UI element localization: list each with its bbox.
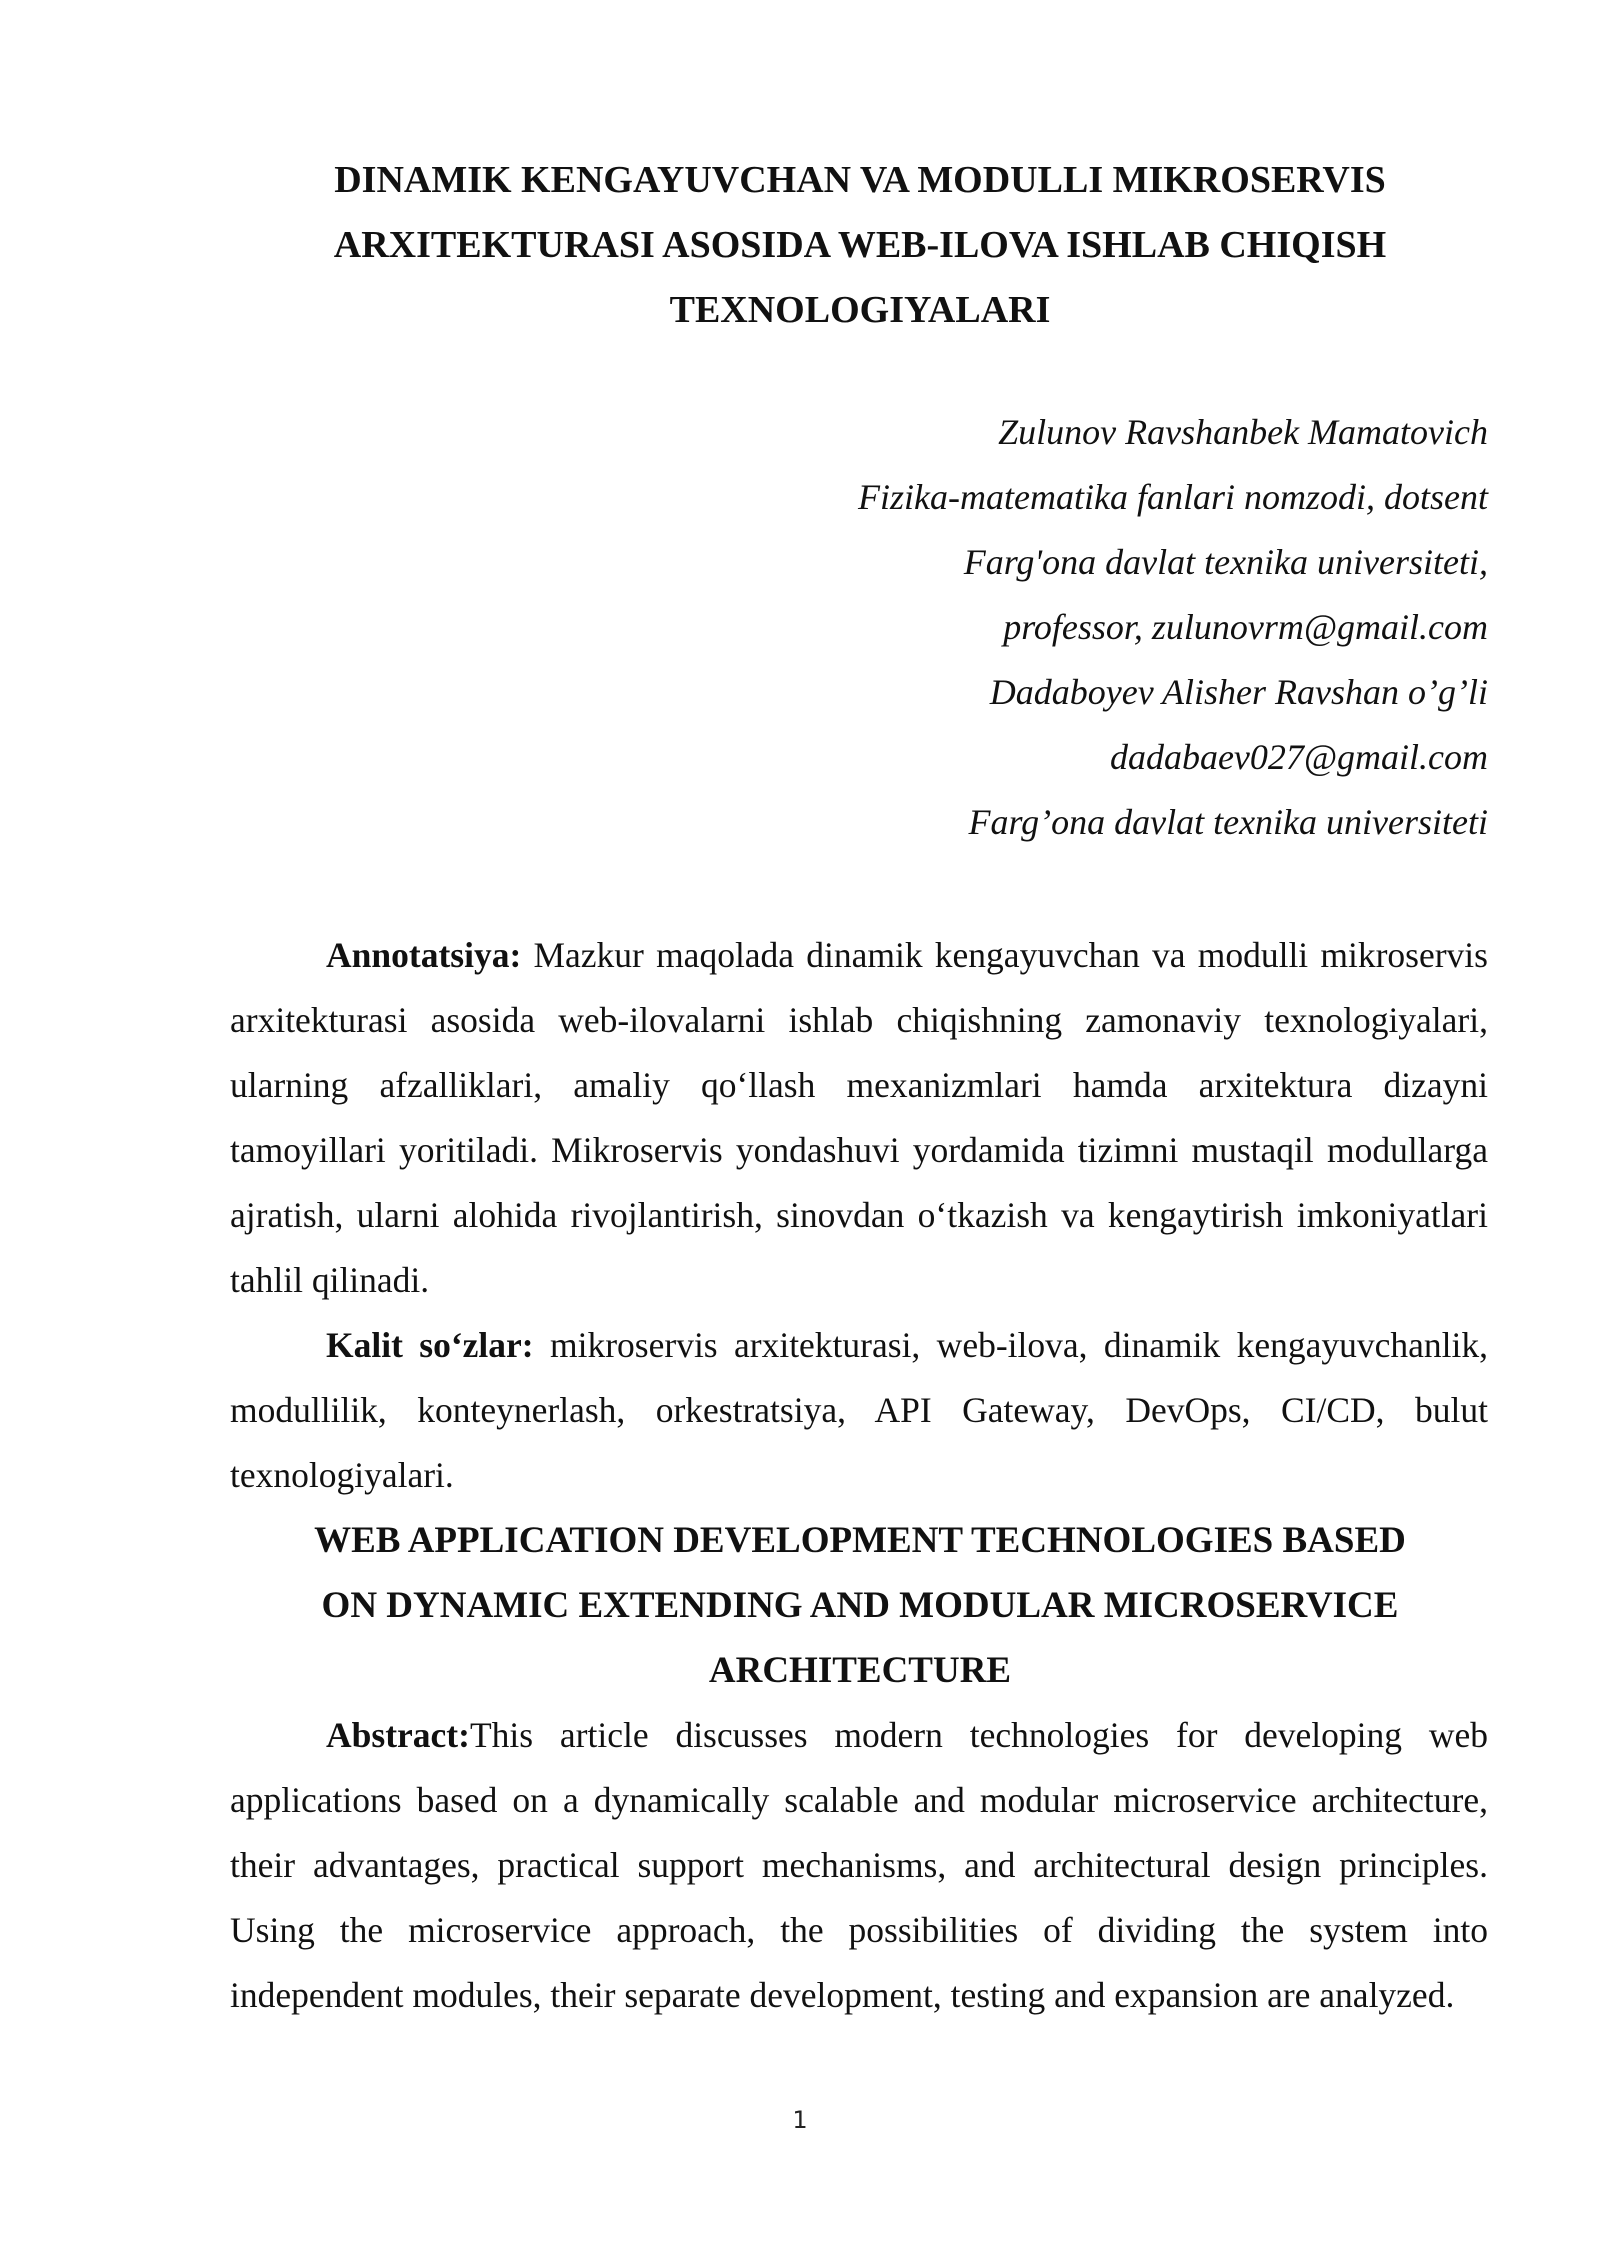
title-en-line-2: ON DYNAMIC EXTENDING AND MODULAR MICROSERVICE — [321, 1585, 1399, 1626]
title-en-line-1: WEB APPLICATION DEVELOPMENT TECHNOLOGIES BASED — [314, 1520, 1406, 1561]
abstract-text: This article discusses modern technologies for developing web applications based on a dynamically scalable and modular microservice architecture, their advantages, practical support mechanisms, and architectural design principles. Using the microservice approach, the possibilities of dividing the system into independent modules, their separate development, testing and expansion are analyzed. — [230, 1715, 1488, 2015]
annotation-paragraph — [230, 923, 1488, 1313]
title-en-line-3: ARCHITECTURE — [708, 1650, 1012, 1691]
annotation-label: Annotatsiya: — [326, 935, 522, 975]
paper-title-uzbek — [230, 148, 1490, 343]
author-block — [588, 400, 1488, 855]
keywords-label: Kalit so‘zlar: — [326, 1325, 534, 1365]
title-uz-line-2: ARXITEKTURASI ASOSIDA WEB-ILOVA ISHLAB CHIQISH — [333, 224, 1387, 266]
author-degree-1: Fizika-matematika fanlari nomzodi, dotsent — [858, 477, 1488, 517]
abstract-paragraph — [230, 1703, 1488, 2028]
author-email-2: dadabaev027@gmail.com — [1109, 737, 1488, 777]
author-affiliation-2: Farg’ona davlat texnika universiteti — [968, 802, 1488, 842]
paper-title-english — [280, 1508, 1440, 1703]
abstract-label: Abstract: — [326, 1715, 470, 1755]
author-email-1: professor, zulunovrm@gmail.com — [1003, 607, 1488, 647]
keywords-text: mikroservis arxitekturasi, web-ilova, dinamik kengayuvchanlik, modullilik, konteynerlash, orkestratsiya, API Gateway, DevOps, CI/CD, bulut texnologiyalari. — [230, 1325, 1488, 1495]
author-affiliation-1: Farg'ona davlat texnika universiteti, — [963, 542, 1488, 582]
title-uz-line-1: DINAMIK KENGAYUVCHAN VA MODULLI MIKROSERVIS — [334, 159, 1386, 201]
annotation-text: Mazkur maqolada dinamik kengayuvchan va modulli mikroservis arxitekturasi asosida web-ilovalarni ishlab chiqishning zamonaviy texnologiyalari, ularning afzalliklari, amaliy qo‘llash mexanizmlari hamda arxitektura dizayni tamoyillari yoritiladi. Mikroservis yondashuvi yordamida tizimni mustaqil modullarga ajratish, ularni alohida rivojlantirish, sinovdan o‘tkazish va kengaytirish imkoniyatlari tahlil qilinadi. — [230, 935, 1488, 1300]
title-uz-line-3: TEXNOLOGIYALARI — [669, 289, 1051, 331]
author-name-1: Zulunov Ravshanbek Mamatovich — [998, 412, 1488, 452]
author-name-2: Dadaboyev Alisher Ravshan o’g’li — [989, 672, 1488, 712]
keywords-paragraph — [230, 1313, 1488, 1508]
page-number: 1 — [792, 2106, 808, 2134]
